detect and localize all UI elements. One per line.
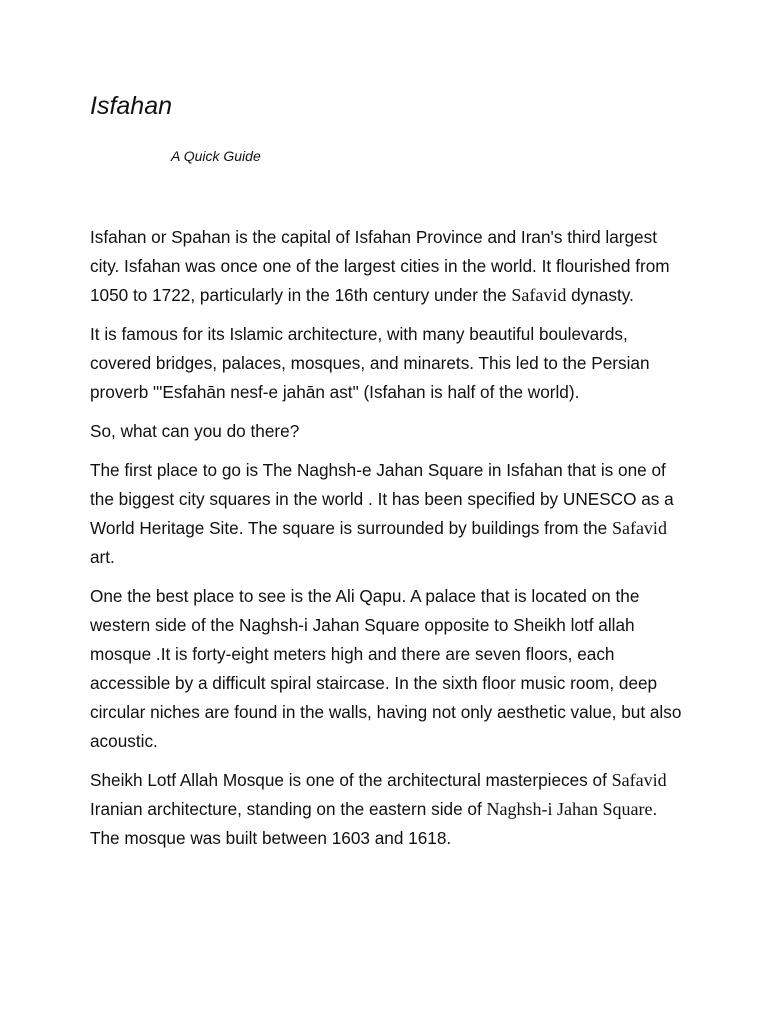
text-run: So, what can you do there? — [90, 421, 300, 441]
document-body — [90, 223, 690, 863]
paragraph-question — [90, 417, 690, 446]
paragraph-naghsh-square — [90, 456, 690, 572]
text-run: . The mosque was built between 1603 and 1618. — [90, 799, 658, 848]
text-run-serif: Safavid — [611, 518, 667, 538]
paragraph-lotf-allah-mosque — [90, 766, 690, 853]
text-run: art. — [90, 547, 115, 567]
paragraph-architecture — [90, 320, 690, 407]
paragraph-intro — [90, 223, 690, 310]
text-run: Iranian architecture, standing on the eastern side of — [90, 799, 487, 819]
text-run: dynasty. — [566, 285, 634, 305]
text-run: Sheikh Lotf Allah Mosque is one of the architectural masterpieces of — [90, 770, 612, 790]
text-run: Isfahan or Spahan is the capital of Isfahan Province and Iran's third largest city. Isfahan was once one of the largest cities in the world. It flourished from 1050 to 1722, particularly in the 16th century under the — [90, 227, 670, 305]
text-run-serif: Naghsh-i Jahan Square — [486, 799, 653, 819]
document-subtitle: A Quick Guide — [171, 148, 261, 164]
text-run-serif: Safavid — [511, 285, 567, 305]
document-title: Isfahan — [90, 92, 173, 120]
text-run: The first place to go is The Naghsh-e Jahan Square in Isfahan that is one of the biggest city squares in the world . It has been specified by UNESCO as a World Heritage Site. The square is surrounded by buildings from the — [90, 460, 674, 538]
text-run: It is famous for its Islamic architecture, with many beautiful boulevards, covered bridges, palaces, mosques, and minarets. This led to the Persian proverb "'Esfahān nesf-e jahān ast" (Isfahan is half of the world). — [90, 324, 650, 402]
text-run: One the best place to see is the Ali Qapu. A palace that is located on the western side of the Naghsh-i Jahan Square opposite to Sheikh lotf allah mosque .It is forty-eight meters high and there are seven floors, each accessible by a difficult spiral staircase. In the sixth floor music room, deep circular niches are found in the walls, having not only aesthetic value, but also acoustic. — [90, 586, 682, 751]
paragraph-ali-qapu — [90, 582, 690, 756]
text-run-serif: Safavid — [611, 770, 667, 790]
